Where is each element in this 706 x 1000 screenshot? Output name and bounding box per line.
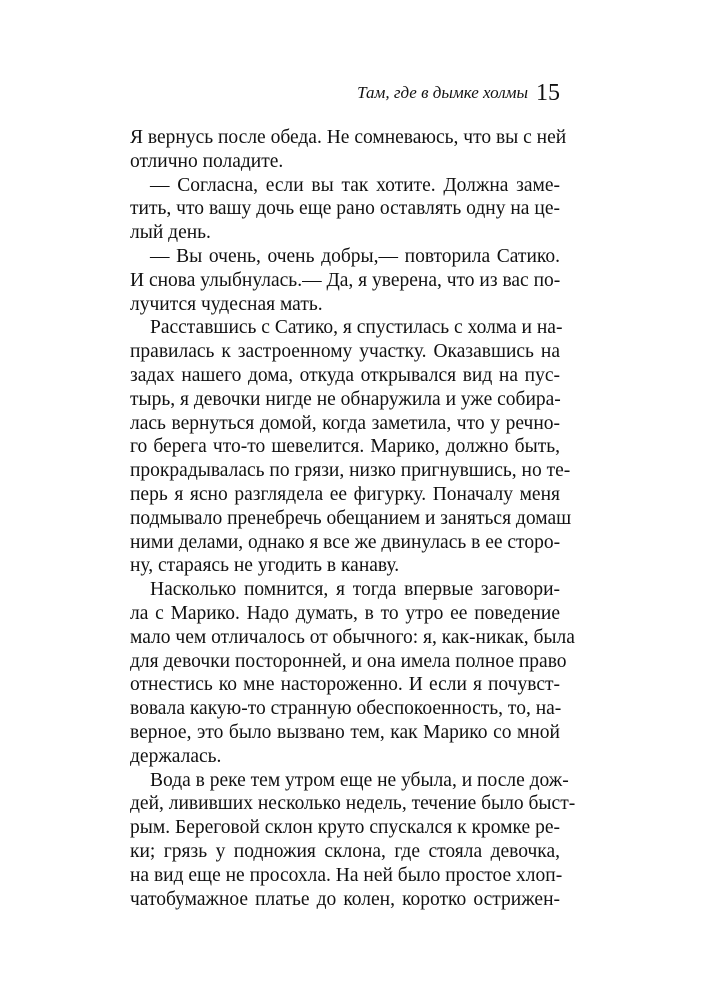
- text-line: го берега что-то шевелится. Марико, должно быть,: [130, 436, 560, 458]
- text-line: верное, это было вызвано тем, как Марико со мной: [130, 721, 560, 743]
- text-line: И снова улыбнулась.— Да, я уверена, что из вас по-: [130, 269, 561, 291]
- text-line: держалась.: [130, 745, 222, 767]
- text-line: дей, лививших несколько недель, течение было быст-: [130, 793, 576, 815]
- text-line: для девочки посторонней, и она имела полное право: [130, 650, 567, 672]
- text-line: лучится чудесная мать.: [130, 293, 323, 315]
- text-line: прокрадывалась по грязи, низко пригнувшись, но те-: [130, 460, 571, 482]
- text-line: правилась к застроенному участку. Оказавшись на: [130, 341, 560, 363]
- text-line: чатобумажное платье до колен, коротко острижен-: [130, 888, 560, 910]
- text-line: перь я ясно разглядела ее фигурку. Поначалу меня: [130, 483, 560, 505]
- text-line: тырь, я девочки нигде не обнаружила и уже собира-: [130, 388, 561, 410]
- text-line: лась вернуться домой, когда заметила, что у речно-: [130, 412, 560, 434]
- text-line: ну, стараясь не угодить в канаву.: [130, 555, 400, 577]
- body-text: [130, 126, 576, 911]
- text-line: отнестись ко мне настороженно. И если я почувст-: [130, 674, 560, 696]
- text-line: лый день.: [130, 222, 211, 244]
- text-line: Вода в реке тем утром еще не убыла, и после дож-: [150, 769, 569, 791]
- text-line: мало чем отличалось от обычного: я, как-никак, была: [130, 626, 575, 648]
- text-line: Насколько помнится, я тогда впервые заговори-: [150, 579, 560, 601]
- text-line: — Согласна, если вы так хотите. Должна заме-: [150, 174, 560, 196]
- text-line: на вид еще не просохла. На ней было простое хлоп-: [130, 864, 563, 886]
- text-line: вовала какую-то странную обеспокоенность, то, на-: [130, 698, 562, 720]
- text-line: ними делами, однако я все же двинулась в ее сторо-: [130, 531, 561, 553]
- text-line: Я вернусь после обеда. Не сомневаюсь, что вы с ней: [130, 127, 567, 148]
- text-line: — Вы очень, очень добры,— повторила Сатико.: [150, 245, 560, 267]
- page-header: [130, 80, 560, 107]
- running-title: Там, где в дымке холмы: [357, 83, 528, 102]
- text-line: ки; грязь у подножия склона, где стояла девочка,: [130, 840, 560, 862]
- text-line: тить, что вашу дочь еще рано оставлять одну на це-: [130, 198, 560, 220]
- text-line: подмывало пренебречь обещанием и заняться домаш: [130, 507, 572, 529]
- text-line: рым. Береговой склон круто спускался к кромке ре-: [130, 817, 560, 839]
- text-line: ла с Марико. Надо думать, в то утро ее поведение: [130, 602, 560, 624]
- text-line: отлично поладите.: [130, 150, 284, 172]
- text-line: задах нашего дома, откуда открывался вид на пус-: [130, 364, 560, 386]
- text-line: Расставшись с Сатико, я спустилась с холма и на-: [150, 317, 563, 339]
- page-number: 15: [536, 80, 560, 106]
